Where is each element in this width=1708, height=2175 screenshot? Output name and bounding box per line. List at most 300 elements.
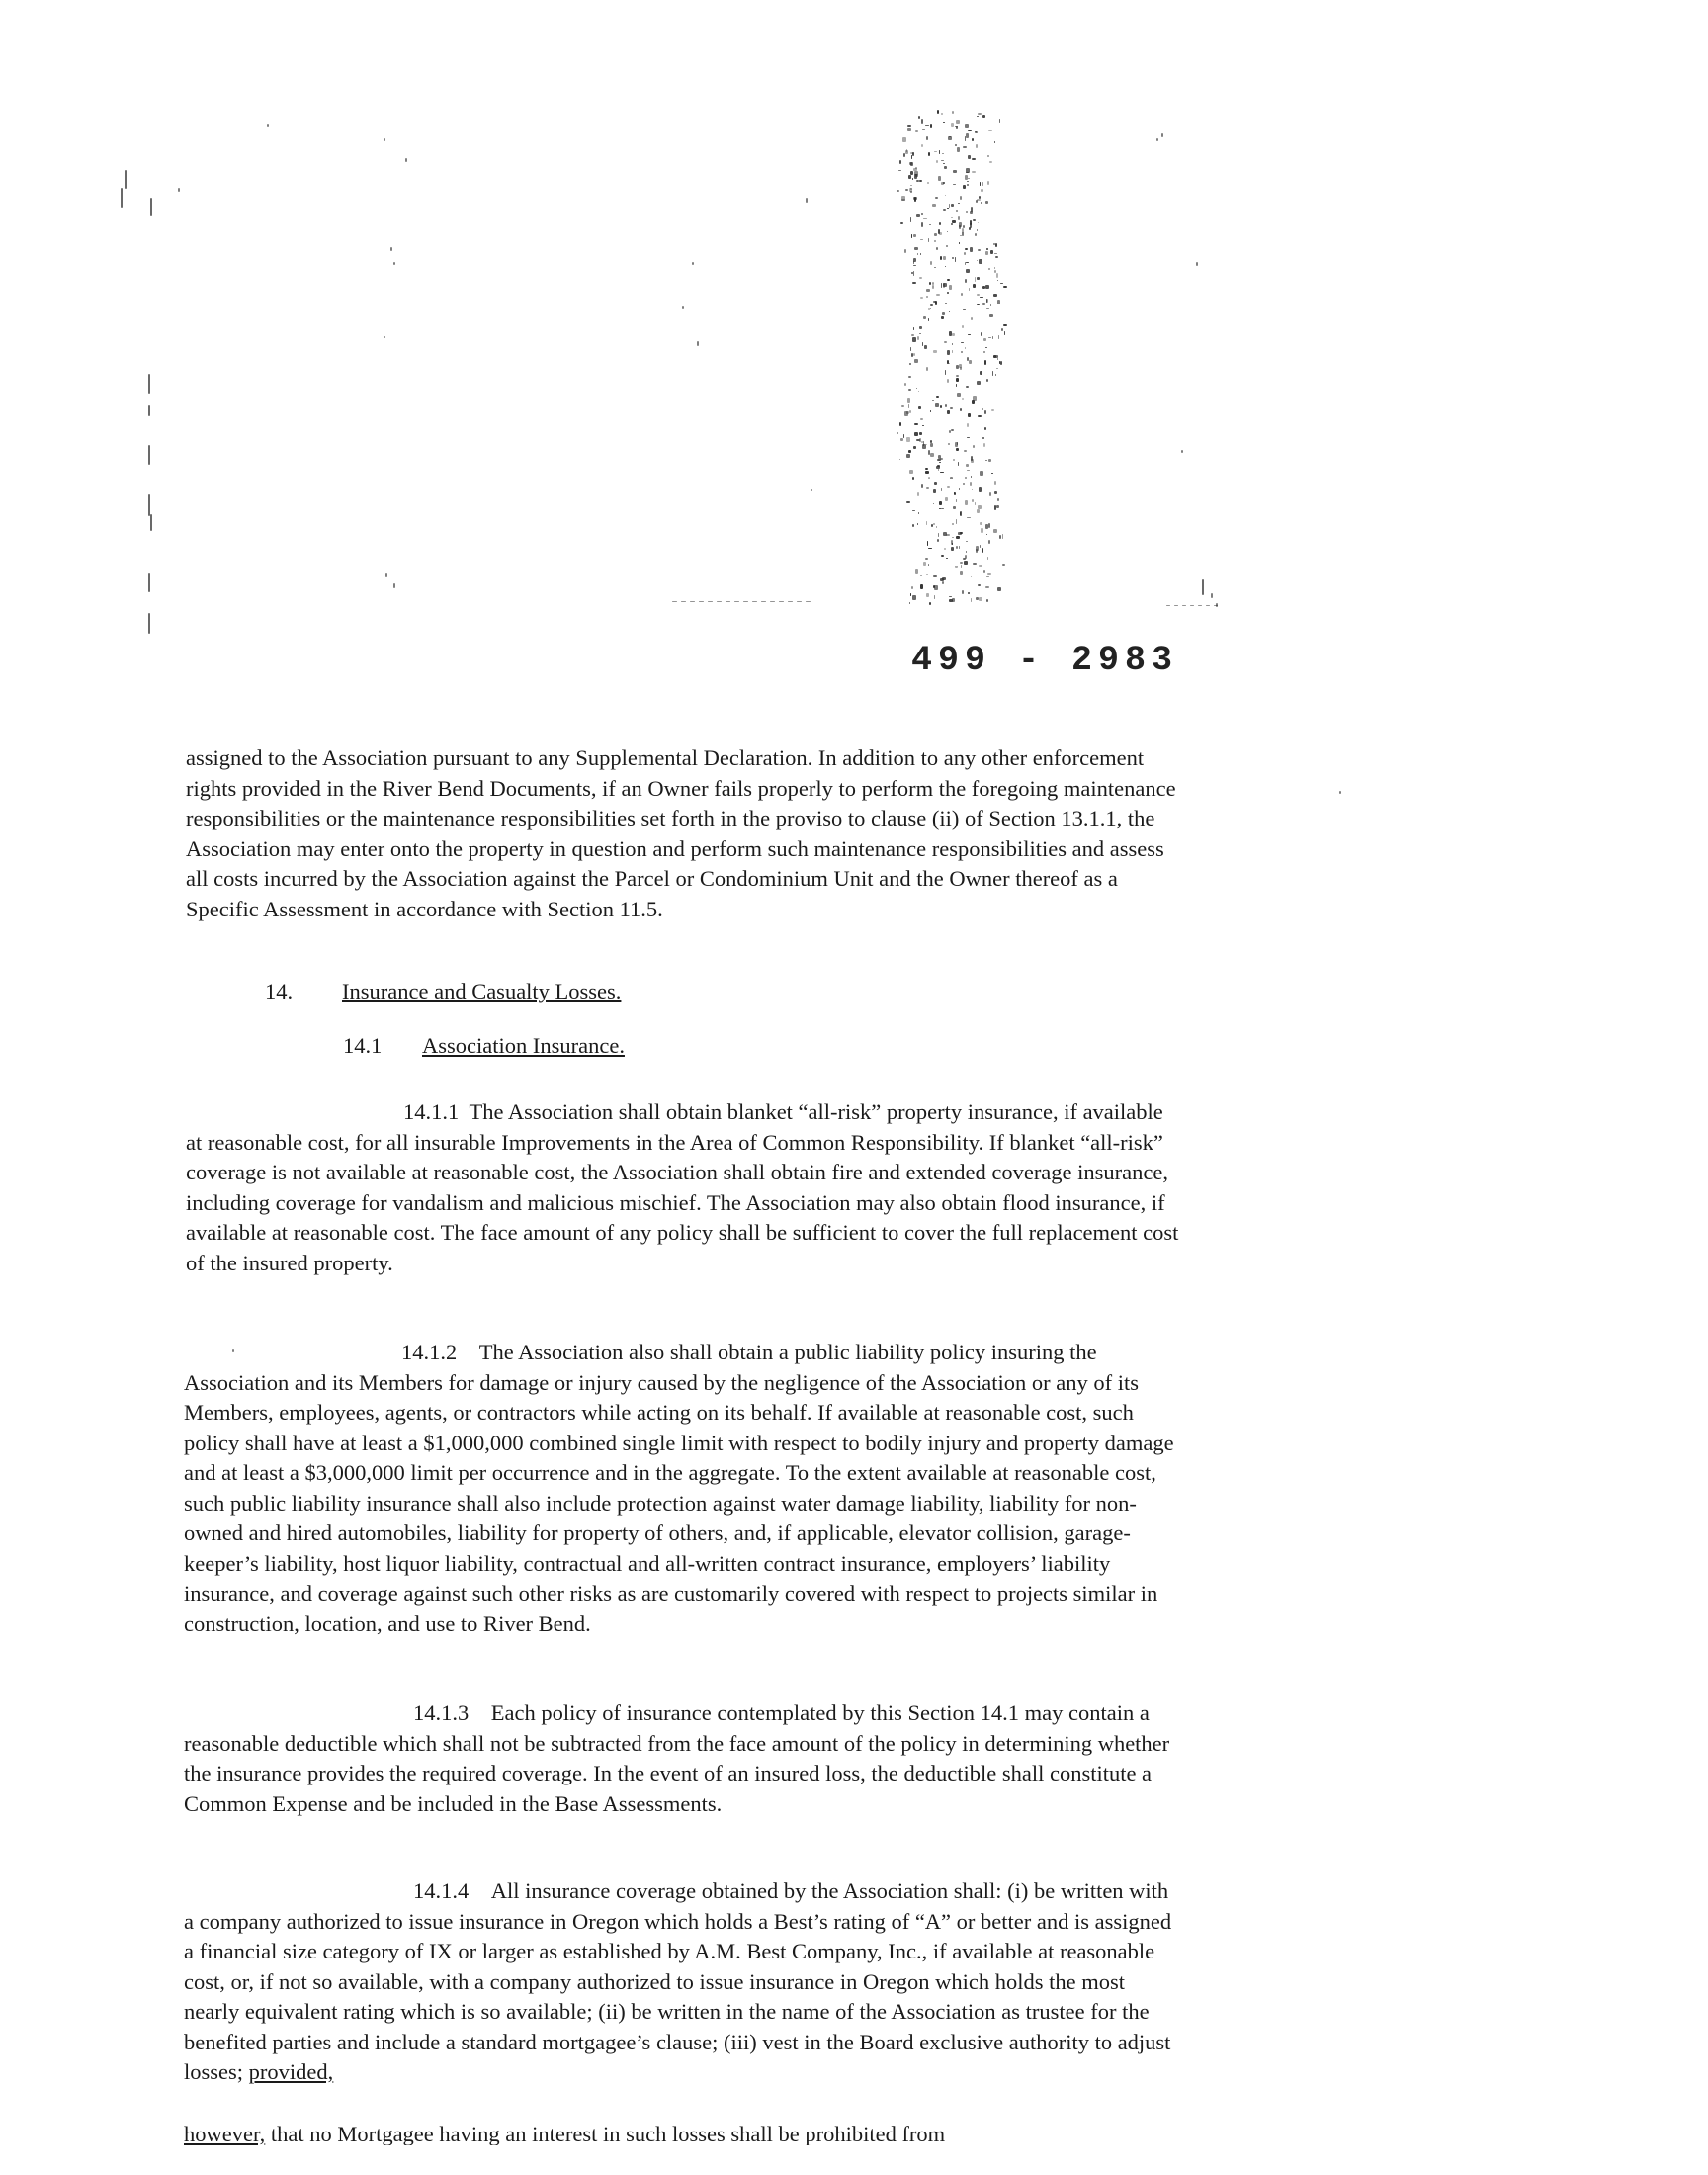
scan-speck — [965, 175, 968, 180]
scan-speck — [977, 116, 979, 117]
scan-speck — [953, 459, 954, 461]
scan-speck — [988, 523, 990, 528]
scan-speck — [921, 222, 923, 227]
scan-speck — [957, 393, 961, 397]
scan-speck — [929, 282, 931, 285]
scan-speck — [995, 256, 998, 258]
scan-speck — [385, 573, 387, 577]
scan-speck — [912, 595, 916, 599]
scan-speck — [933, 301, 936, 303]
clause-14-1-4 — [184, 1876, 1182, 2088]
scan-speck — [952, 333, 955, 335]
scan-speck — [955, 566, 959, 568]
subsection-title: Association Insurance. — [422, 1033, 625, 1058]
scan-speck — [947, 360, 949, 364]
scan-speck — [983, 570, 985, 573]
scan-speck — [743, 601, 748, 602]
scan-speck — [125, 170, 127, 189]
scan-speck — [963, 558, 967, 560]
scan-speck — [934, 233, 937, 236]
scan-speck — [921, 484, 923, 488]
scan-speck — [900, 222, 903, 224]
clause-number: 14.1.3 — [413, 1700, 470, 1725]
scan-speck — [928, 318, 929, 321]
scan-speck — [966, 464, 969, 468]
scan-speck — [690, 601, 695, 602]
scan-speck — [967, 184, 968, 186]
scan-speck — [966, 168, 970, 172]
scan-speck — [148, 494, 150, 516]
scan-speck — [912, 152, 914, 157]
scan-speck — [979, 196, 981, 200]
scan-speck — [1214, 605, 1218, 606]
cut-off-line — [184, 2120, 1182, 2145]
scan-speck — [951, 429, 954, 430]
scan-speck — [969, 227, 972, 230]
scan-speck — [906, 149, 908, 151]
scan-speck — [984, 427, 985, 431]
scan-speck — [906, 411, 908, 414]
scan-speck — [978, 505, 981, 509]
scan-speck — [949, 204, 950, 208]
scan-speck — [987, 181, 988, 185]
scan-speck — [994, 270, 995, 273]
scan-speck — [1174, 605, 1178, 606]
clause-number: 14.1.1 — [403, 1099, 460, 1124]
scan-speck — [899, 160, 901, 164]
scan-speck — [930, 124, 932, 128]
scan-speck — [943, 532, 947, 537]
scan-speck — [961, 565, 962, 568]
scan-speck — [922, 129, 925, 130]
clause-text: The Association shall obtain blanket “all-risk” property insurance, if available at reasonable cost, for all insurable Improvements in the Area of Common Responsibility. If blanket “all-risk” coverage is not available at reasonable cost, the Association shall obtain fire and extended coverage insurance, including coverage for vandalism and malicious mischief. The Association may also obtain flood insurance, if available at reasonable cost. The face amount of any policy shall be sufficient to cover the full replacement cost of the insured property. — [186, 1099, 1179, 1275]
scan-speck — [903, 153, 905, 157]
scan-speck — [925, 471, 929, 475]
scan-speck — [1003, 324, 1007, 325]
scan-speck — [933, 585, 936, 588]
scan-speck — [973, 563, 977, 565]
scan-speck — [993, 355, 996, 358]
scan-speck — [965, 279, 967, 283]
scan-speck — [913, 234, 916, 237]
scan-speck — [990, 250, 993, 253]
scan-speck — [912, 477, 914, 480]
scan-speck — [1001, 328, 1003, 331]
scan-speck — [930, 410, 931, 411]
scan-speck — [958, 216, 960, 220]
scan-speck — [1002, 564, 1005, 566]
scan-speck — [910, 171, 913, 174]
scan-speck — [931, 524, 934, 527]
scan-speck — [978, 584, 980, 586]
scan-speck — [943, 283, 944, 288]
scan-speck — [969, 288, 970, 290]
scan-speck — [991, 409, 994, 411]
scan-speck — [956, 448, 959, 450]
scan-speck — [986, 534, 987, 535]
subsection-number: 14.1 — [343, 1033, 383, 1058]
scan-speck — [921, 441, 923, 443]
scan-speck — [907, 398, 910, 403]
scan-speck — [958, 462, 960, 466]
scan-speck — [986, 299, 988, 304]
scan-speck — [976, 200, 978, 204]
scan-speck — [973, 284, 976, 288]
scan-speck — [992, 336, 993, 339]
cut-line-text: that no Mortgagee having an interest in such losses shall be prohibited from — [270, 2122, 946, 2145]
scan-speck — [906, 437, 910, 441]
scan-speck — [955, 144, 957, 145]
scan-speck — [930, 308, 931, 309]
scan-speck — [914, 197, 916, 202]
scan-speck — [914, 359, 918, 362]
scan-speck — [994, 491, 997, 494]
scan-speck — [970, 220, 973, 225]
scan-speck — [910, 188, 912, 190]
scan-speck — [952, 537, 954, 538]
scan-speck — [692, 262, 694, 265]
scan-speck — [940, 472, 943, 474]
scan-speck — [909, 363, 911, 365]
scan-speck — [986, 379, 988, 382]
scan-speck — [939, 462, 941, 463]
scan-speck — [960, 512, 961, 515]
scan-speck — [930, 304, 932, 305]
provided-underlined: provided, — [248, 2059, 334, 2084]
scan-speck — [929, 602, 931, 605]
scan-speck — [989, 161, 992, 163]
scan-speck — [910, 185, 912, 186]
scan-speck — [909, 410, 911, 413]
scan-speck — [959, 242, 960, 244]
scan-speck — [940, 256, 942, 260]
scan-speck — [982, 303, 985, 305]
scan-speck — [148, 405, 150, 416]
scan-speck — [936, 160, 938, 163]
scan-speck — [897, 190, 899, 191]
scan-speck — [954, 492, 955, 494]
scan-speck — [930, 453, 934, 457]
scan-speck — [941, 113, 944, 116]
scan-speck — [980, 371, 982, 376]
scan-speck — [148, 374, 150, 394]
scan-speck — [986, 576, 988, 577]
scan-speck — [919, 432, 921, 435]
scan-speck — [927, 182, 928, 184]
scan-speck — [393, 262, 395, 265]
scan-speck — [952, 257, 954, 258]
scan-speck — [965, 477, 967, 478]
scan-speck — [961, 293, 963, 296]
scan-speck — [995, 355, 998, 358]
scan-speck — [949, 596, 952, 598]
scan-speck — [899, 422, 900, 426]
subsection-heading — [343, 1031, 625, 1061]
scan-speck — [997, 280, 998, 281]
scan-speck — [947, 292, 950, 293]
scan-speck — [148, 445, 150, 465]
scan-speck — [919, 326, 923, 329]
scan-speck — [925, 468, 929, 471]
scan-speck — [926, 367, 927, 371]
scan-speck — [960, 511, 962, 515]
scan-speck — [966, 211, 968, 212]
scan-speck — [915, 167, 917, 168]
scan-speck — [914, 423, 918, 425]
scan-speck — [942, 581, 944, 584]
scan-speck — [967, 517, 971, 518]
scan-speck — [945, 266, 946, 267]
scan-speck — [942, 577, 945, 580]
scan-speck — [956, 546, 958, 549]
scan-speck — [932, 285, 934, 289]
scan-speck — [1196, 262, 1198, 266]
scan-speck — [926, 487, 929, 490]
scan-speck — [961, 351, 962, 353]
scan-speck — [966, 551, 967, 553]
scan-speck — [901, 199, 905, 201]
scan-speck — [936, 247, 938, 251]
scan-speck — [977, 260, 978, 261]
scan-speck — [935, 197, 939, 199]
scan-speck — [960, 571, 963, 575]
scan-speck — [982, 286, 985, 289]
scan-speck — [987, 573, 990, 575]
scan-speck — [980, 471, 983, 476]
scan-speck — [919, 333, 920, 335]
scan-speck — [148, 573, 150, 592]
scan-speck — [734, 601, 739, 602]
scan-speck — [947, 208, 949, 209]
scan-speck — [920, 239, 923, 240]
scan-speck — [950, 407, 953, 410]
scan-speck — [976, 597, 979, 599]
scan-speck — [910, 593, 911, 597]
scan-speck — [897, 432, 898, 434]
scan-speck — [148, 613, 150, 634]
scan-speck — [898, 170, 901, 171]
scan-speck — [946, 245, 949, 247]
scan-speck — [914, 171, 918, 176]
scan-speck — [944, 166, 947, 169]
scan-speck — [926, 444, 927, 446]
scan-speck — [384, 138, 385, 141]
scan-speck — [968, 413, 971, 416]
scan-speck — [952, 350, 953, 353]
scan-speck — [995, 243, 996, 248]
scan-speck — [913, 168, 916, 171]
scan-speck — [912, 524, 914, 527]
scan-speck — [978, 249, 981, 250]
scan-speck — [956, 375, 960, 378]
scan-speck — [962, 228, 964, 233]
scan-speck — [968, 130, 972, 131]
scan-speck — [960, 235, 961, 236]
scan-speck — [996, 368, 998, 369]
scan-speck — [1156, 138, 1158, 141]
scan-speck — [1003, 286, 1006, 288]
clause-text: Each policy of insurance contemplated by this Section 14.1 may contain a reasonable deductible which shall not be subtracted from the face amount of the policy in determining whether the insurance provides the required coverage. In the event of an insured loss, the deductible shall constitute a Common Expense and be included in the Base Assessments. — [184, 1700, 1170, 1816]
scan-speck — [976, 144, 978, 149]
scan-speck — [919, 180, 922, 182]
scan-speck — [384, 336, 385, 338]
scan-speck — [992, 371, 993, 376]
scan-speck — [980, 522, 982, 525]
scan-speck — [939, 232, 942, 234]
scan-speck — [968, 592, 970, 594]
clause-number: 14.1.4 — [413, 1878, 470, 1903]
clause-14-1-3 — [184, 1698, 1182, 1819]
scan-speck — [913, 446, 916, 449]
scan-speck — [918, 391, 919, 392]
scan-speck — [970, 247, 974, 252]
scan-speck — [150, 198, 152, 216]
scan-speck — [947, 486, 950, 487]
scan-speck — [960, 532, 963, 534]
scan-speck — [972, 400, 975, 404]
scan-speck — [911, 234, 912, 238]
scan-speck — [934, 240, 935, 242]
scan-speck — [911, 334, 914, 336]
scan-speck — [963, 309, 967, 311]
scan-speck — [927, 541, 928, 545]
scan-speck — [915, 174, 917, 177]
scan-speck — [959, 222, 963, 227]
scan-speck — [405, 158, 407, 162]
scan-speck — [987, 557, 988, 560]
scan-speck — [928, 477, 930, 479]
scan-speck — [920, 575, 922, 576]
scan-speck — [941, 316, 944, 319]
scan-speck — [1198, 605, 1202, 606]
scan-speck — [932, 204, 935, 207]
scan-speck — [899, 459, 901, 460]
scan-speck — [938, 229, 940, 234]
scan-speck — [956, 378, 960, 382]
scan-speck — [913, 261, 914, 263]
scan-speck — [1166, 605, 1170, 606]
scan-speck — [997, 498, 998, 501]
document-number: 499 - 2983 — [911, 641, 1179, 680]
scan-speck — [977, 509, 981, 514]
scan-speck — [904, 249, 906, 253]
scan-speck — [994, 481, 997, 485]
scan-speck — [911, 353, 914, 357]
scan-speck — [953, 184, 956, 185]
scan-speck — [964, 450, 968, 451]
scan-speck — [908, 175, 912, 179]
scan-speck — [926, 521, 928, 525]
scan-speck — [943, 256, 945, 260]
scan-speck — [970, 482, 972, 486]
scan-speck — [982, 548, 983, 553]
scan-speck — [923, 441, 925, 446]
scan-speck — [910, 191, 912, 193]
clause-14-1-1 — [186, 1097, 1184, 1278]
scan-speck — [915, 569, 918, 574]
scan-speck — [960, 562, 963, 564]
scan-speck — [952, 598, 956, 601]
scan-speck — [965, 262, 966, 266]
scan-speck — [934, 595, 935, 599]
scan-speck — [986, 299, 988, 303]
scan-speck — [940, 458, 943, 460]
scan-speck — [928, 238, 930, 243]
scan-speck — [926, 593, 928, 597]
scan-speck — [959, 225, 962, 229]
scan-speck — [947, 350, 949, 355]
scan-speck — [986, 248, 989, 250]
scan-speck — [962, 232, 964, 237]
scan-speck — [1181, 450, 1183, 453]
scan-speck — [921, 119, 923, 124]
scan-speck — [975, 131, 977, 133]
scan-speck — [928, 548, 932, 550]
scan-speck — [962, 398, 964, 399]
scan-speck — [916, 214, 919, 217]
scan-speck — [968, 334, 972, 335]
scan-speck — [971, 317, 973, 320]
scan-speck — [940, 578, 944, 582]
scan-speck — [947, 410, 950, 413]
scan-speck — [926, 136, 928, 139]
scan-speck — [945, 303, 947, 305]
scan-speck — [806, 198, 808, 203]
scan-speck — [929, 224, 930, 225]
scan-speck — [121, 188, 123, 208]
scan-speck — [971, 207, 973, 212]
scan-speck — [999, 535, 1001, 539]
scan-speck — [909, 188, 912, 192]
scan-speck — [943, 182, 945, 184]
scan-speck — [994, 505, 996, 510]
scan-speck — [913, 258, 916, 262]
scan-speck — [811, 489, 812, 491]
scan-speck — [991, 473, 993, 474]
scan-speck — [1339, 791, 1341, 794]
scan-speck — [393, 583, 395, 588]
scan-speck — [958, 532, 961, 535]
scan-speck — [933, 350, 936, 354]
scan-speck — [941, 160, 944, 161]
scan-speck — [1002, 534, 1003, 538]
scan-speck — [966, 269, 970, 273]
scan-speck — [917, 336, 919, 339]
scan-speck — [937, 110, 939, 114]
scan-speck — [978, 415, 982, 417]
scan-speck — [989, 314, 992, 317]
scan-speck — [985, 251, 989, 255]
scan-speck — [918, 512, 920, 513]
scan-speck — [932, 282, 934, 286]
scan-speck — [912, 510, 915, 511]
scan-speck — [915, 130, 918, 133]
scan-speck — [717, 601, 722, 602]
scan-speck — [938, 176, 941, 181]
scan-speck — [981, 528, 983, 533]
scan-speck — [972, 138, 974, 141]
scan-speck — [925, 125, 929, 126]
scan-speck — [956, 126, 957, 129]
scan-speck — [955, 257, 956, 262]
scan-speck — [956, 365, 959, 369]
scan-speck — [983, 443, 985, 447]
scan-speck — [943, 209, 946, 211]
scan-speck — [952, 543, 953, 544]
scan-speck — [967, 470, 970, 471]
scan-speck — [997, 587, 1001, 591]
scan-speck — [980, 297, 983, 299]
